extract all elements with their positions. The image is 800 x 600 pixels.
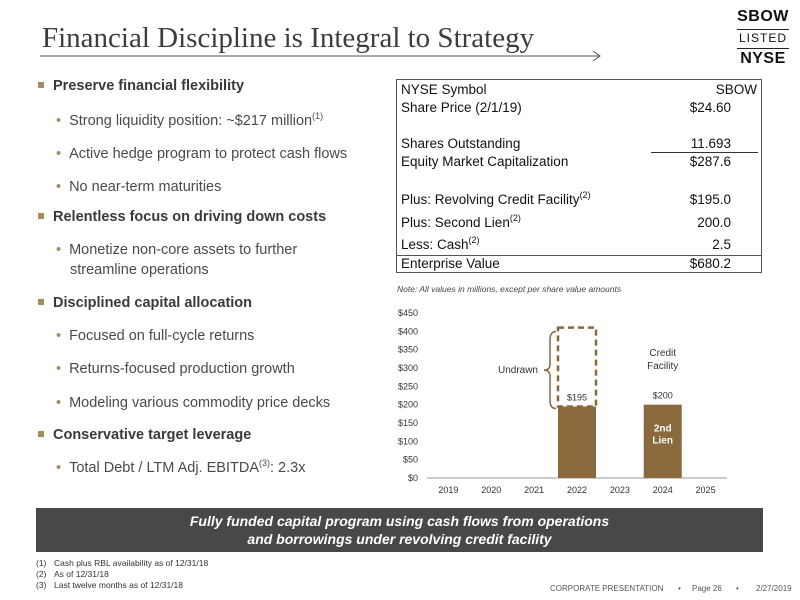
y-tick-label: $450 (397, 308, 418, 318)
y-tick-label: $300 (397, 363, 418, 373)
footer-page: Page 26 (692, 584, 722, 593)
title-arrow-rule (40, 50, 605, 62)
footer-date: 2/27/2019 (756, 584, 792, 593)
logo-exchange: NYSE (740, 50, 786, 67)
y-tick-label: $200 (397, 399, 418, 410)
list-item: • Monetize non-core assets to further streamline operations (56, 242, 298, 278)
y-tick-label: $100 (397, 436, 418, 447)
bullet-dot-icon: • (56, 242, 62, 258)
square-bullet-icon (38, 213, 44, 219)
bar-data-label: $195 (566, 392, 588, 403)
subtotal-underline (651, 152, 758, 153)
bullet-dot-icon: • (56, 113, 62, 129)
list-item: • No near-term maturities (56, 179, 222, 195)
section-heading: Preserve financial flexibility (38, 78, 244, 94)
y-tick-label: $50 (402, 454, 418, 465)
x-tick-label: 2020 (481, 485, 502, 495)
logo-listed: LISTED (738, 31, 787, 45)
bullet-dot-icon: • (56, 179, 62, 195)
bar-inner-label: Lien (652, 435, 673, 447)
banner-line-1: Fully funded capital program using cash flows from operations (189, 513, 610, 529)
list-item: • Returns-focused production growth (56, 361, 295, 377)
bar (558, 407, 596, 479)
page-title: Financial Discipline is Integral to Strategy (42, 22, 535, 54)
section-heading: Conservative target leverage (38, 427, 251, 443)
x-tick-label: 2025 (695, 485, 716, 495)
square-bullet-icon (38, 431, 44, 437)
footer-separator: • (736, 584, 739, 593)
footnote: (3) Last twelve months as of 12/31/18 (36, 580, 183, 590)
list-item: • Strong liquidity position: ~$217 million$^{(1)}$ (56, 111, 324, 129)
footnote: (1) Cash plus RBL availability as of 12/31/18 (36, 558, 209, 568)
bullet-dot-icon: • (56, 361, 62, 377)
list-item: • Total Debt / LTM Adj. EBITDA$^{(3)}$: 2.3x (56, 458, 306, 476)
y-tick-label: $150 (397, 418, 418, 428)
x-tick-label: 2023 (609, 485, 630, 495)
x-tick-label: 2019 (438, 485, 459, 495)
list-item: • Modeling various commodity price decks (56, 395, 331, 411)
footer-separator: • (678, 584, 681, 593)
bullet-dot-icon: • (56, 146, 62, 162)
square-bullet-icon (38, 299, 44, 305)
y-tick-label: $250 (397, 381, 418, 392)
credit-facility-chart (382, 300, 742, 500)
list-item: • Active hedge program to protect cash flows (56, 146, 348, 162)
x-tick-label: 2021 (524, 485, 545, 495)
y-tick-label: $0 (407, 473, 418, 483)
footnotes (36, 558, 208, 591)
bar-data-label: $200 (652, 390, 673, 401)
section-heading: Relentless focus on driving down costs (38, 209, 326, 225)
bullet-dot-icon: • (56, 460, 62, 476)
x-tick-label: 2024 (652, 485, 673, 495)
credit-facility-annotation: Credit (649, 348, 677, 359)
y-tick-label: $350 (397, 344, 418, 355)
bar-inner-label: 2nd (653, 423, 672, 435)
logo-ticker: SBOW (737, 8, 789, 25)
y-tick-label: $400 (397, 326, 418, 337)
x-tick-label: 2022 (566, 485, 588, 495)
bullet-dot-icon: • (56, 395, 62, 411)
nyse-listed-logo (733, 8, 793, 68)
undrawn-label: Undrawn (497, 365, 538, 377)
curly-brace (544, 332, 556, 409)
bullet-dot-icon: • (56, 328, 62, 344)
credit-facility-annotation: Facility (647, 361, 679, 372)
square-bullet-icon (38, 82, 44, 88)
section-heading: Disciplined capital allocation (38, 295, 252, 311)
footnote: (2) As of 12/31/18 (36, 569, 109, 579)
list-item: • Focused on full-cycle returns (56, 328, 255, 344)
summary-banner (36, 508, 763, 552)
banner-line-2: and borrowings under revolving credit facility (247, 531, 552, 547)
footer-label: CORPORATE PRESENTATION (550, 584, 664, 593)
capitalization-table: NYSE Symbol SBOW Share Price (2/1/19) $24.60 Shares Outstanding 11.693 Equity Market Capitalization $287.6 Plus: Revolving Credit Facility$^{(2)}$ $195.0 Plus: Second Lien$^{(2)}$ 200.0 Less: Cash$^{(2)}$ 2.5 Enterprise Value $680.2 (396, 79, 762, 273)
table-note: Note: All values in millions, except per share value amounts (397, 284, 622, 294)
